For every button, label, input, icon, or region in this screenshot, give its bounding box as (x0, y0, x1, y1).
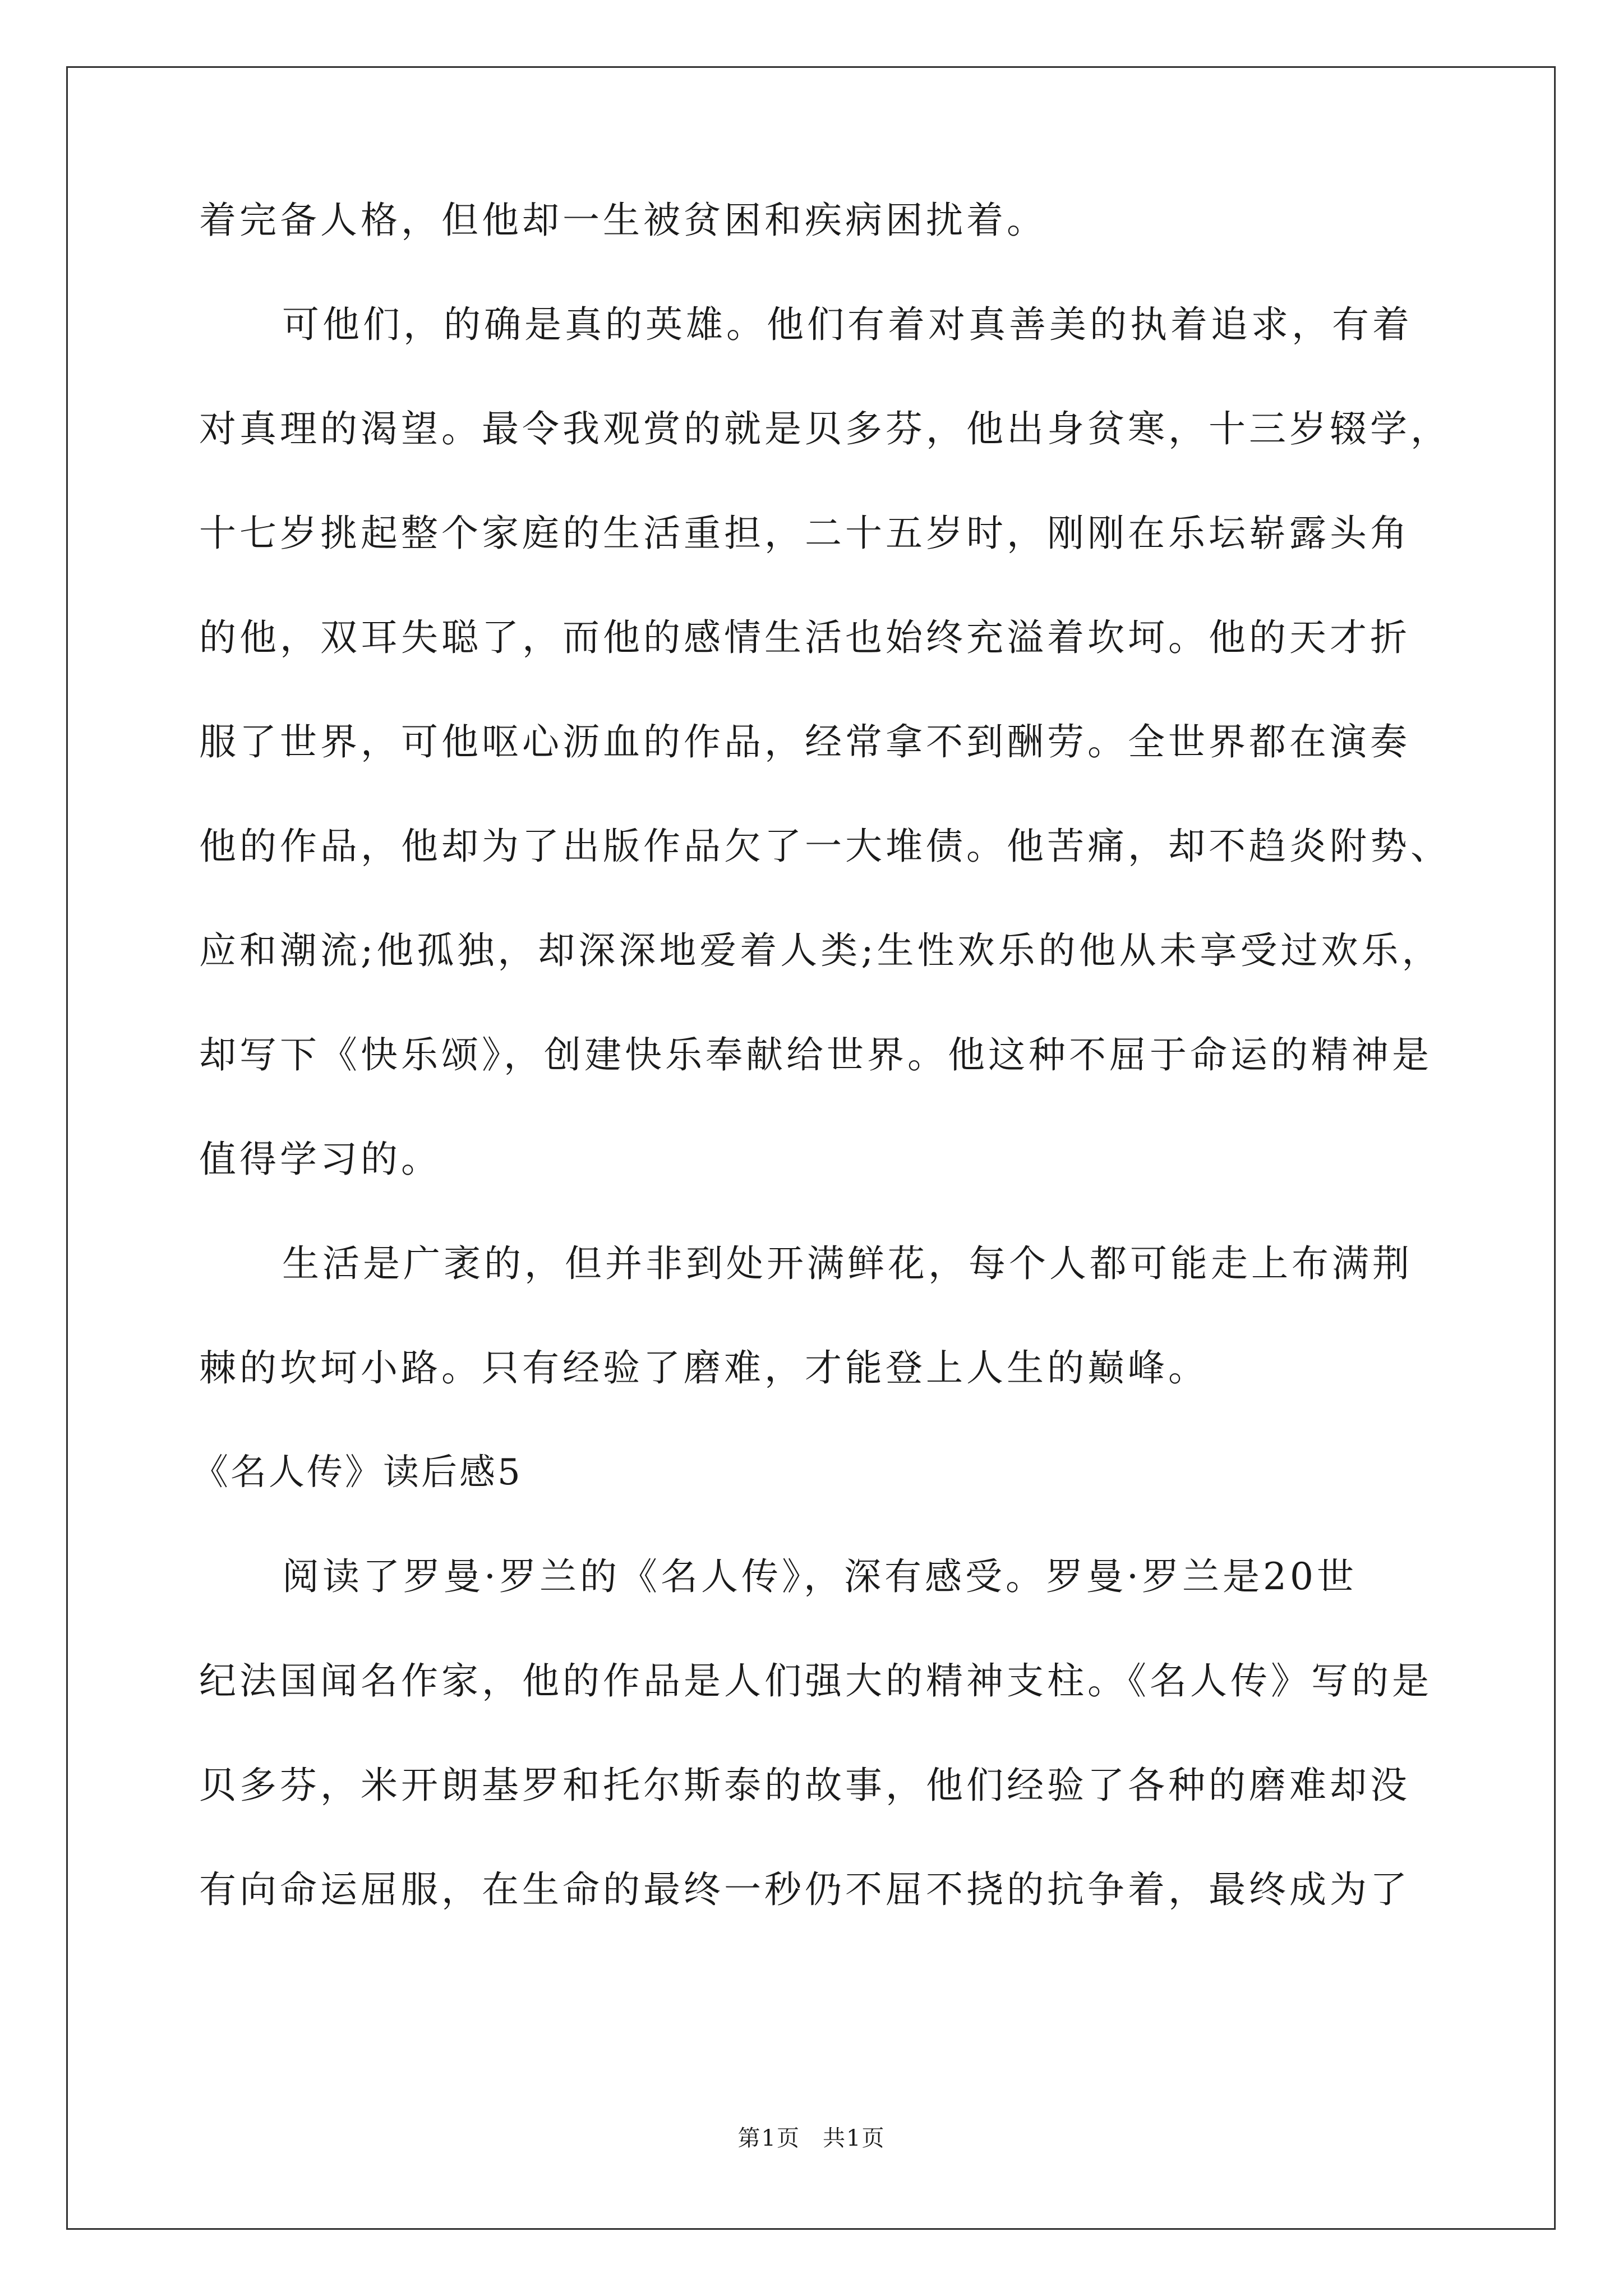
text-line: 生活是广袤的，但并非到处开满鲜花，每个人都可能走上布满荆 (282, 1242, 1413, 1285)
text-line: 值得学习的。 (199, 1138, 441, 1181)
text-line: 对真理的渴望。最令我观赏的就是贝多芬，他出身贫寒，十三岁辍学， (199, 407, 1451, 450)
text-line: 阅读了罗曼·罗兰的《名人传》，深有感受。罗曼·罗兰是20世 (282, 1555, 1357, 1598)
text-line: 棘的坎坷小路。只有经验了磨难，才能登上人生的巅峰。 (199, 1346, 1209, 1389)
text-line: 应和潮流;他孤独，却深深地爱着人类;生性欢乐的他从未享受过欢乐， (199, 929, 1442, 972)
text-line: 的他，双耳失聪了，而他的感情生活也始终充溢着坎坷。他的天才折 (199, 616, 1410, 659)
page-number: 第1页 (737, 2125, 800, 2151)
text-line: 服了世界，可他呕心沥血的作品，经常拿不到酬劳。全世界都在演奏 (199, 720, 1410, 763)
paragraph-4 (199, 1525, 1433, 1942)
text-line: 贝多芬，米开朗基罗和托尔斯泰的故事，他们经验了各种的磨难却没 (199, 1764, 1410, 1807)
text-line: 可他们，的确是真的英雄。他们有着对真善美的执着追求，有着 (282, 303, 1413, 346)
text-line: 十七岁挑起整个家庭的生活重担，二十五岁时，刚刚在乐坛崭露头角 (199, 512, 1410, 555)
text-line: 纪法国闻名作家，他的作品是人们强大的精神支柱。《名人传》写的是 (199, 1659, 1432, 1703)
paragraph-2 (199, 273, 1451, 1212)
page-total: 共1页 (823, 2125, 886, 2151)
paragraph-1 (199, 168, 1433, 273)
section-heading: 《名人传》读后感5 (192, 1452, 523, 1493)
text-line: 有向命运屈服，在生命的最终一秒仍不屈不挠的抗争着，最终成为了 (199, 1868, 1410, 1911)
page-footer (0, 2120, 1623, 2152)
paragraph-3 (199, 1212, 1433, 1420)
document-body (192, 168, 1451, 1942)
text-line: 他的作品，他却为了出版作品欠了一大堆债。他苦痛，却不趋炎附势、 (199, 825, 1451, 868)
text-line: 着完备人格，但他却一生被贫困和疾病困扰着。 (199, 199, 1047, 242)
text-line: 却写下《快乐颂》，创建快乐奉献给世界。他这种不屈于命运的精神是 (199, 1033, 1432, 1076)
